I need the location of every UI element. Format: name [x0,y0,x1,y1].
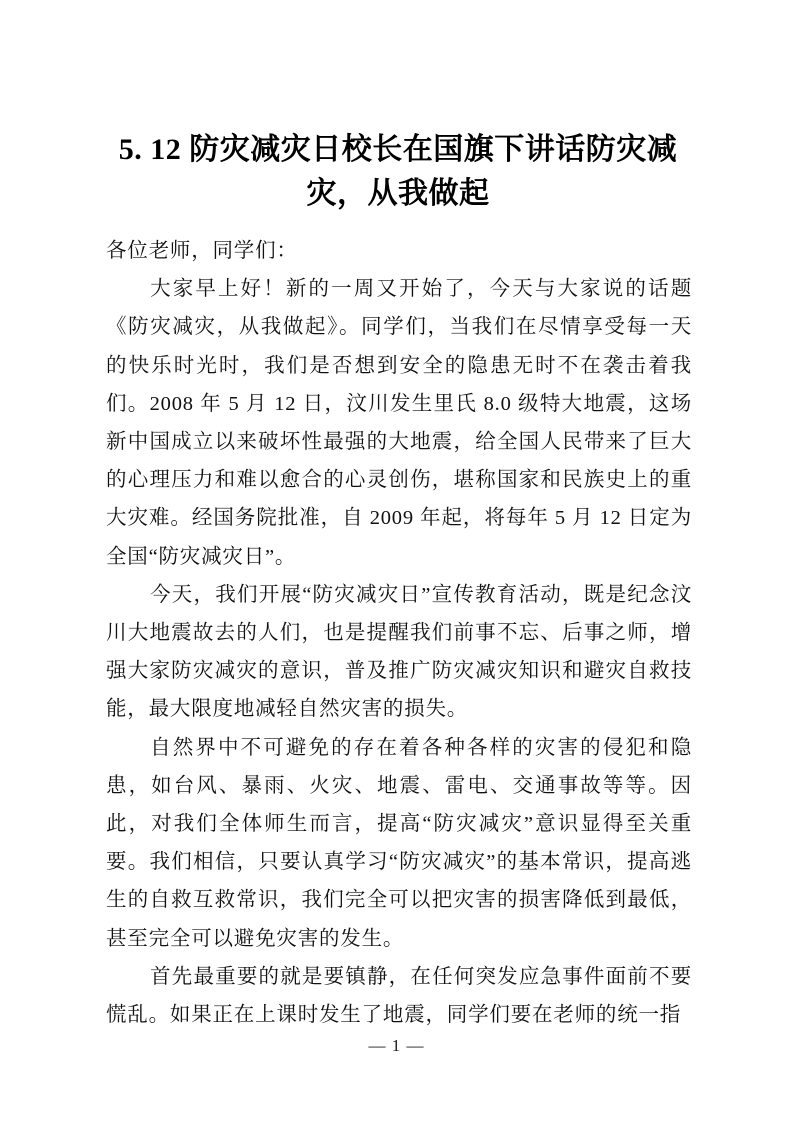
paragraph-salutation: 各位老师，同学们： [106,240,298,262]
paragraph-1: 大家早上好！新的一周又开始了，今天与大家说的话题《防灾减灾，从我做起》。同学们，当我们在尽情享受每一天的快乐时光时，我们是否想到安全的隐患无时不在袭击着我们。2008 年 5 月 12 日，汶川发生里氏 8.0 级特大地震，这场新中国成立以来破坏性最强的大地震，给全国人民带来了巨大的心理压力和难以愈合的心灵创伤，堪称国家和民族史上的重大灾难。经国务院批准，自 2009 年起，将每年 5 月 12 日定为全国“防灾减灾日”。 [106,278,692,568]
page-number-footer: — 1 — [368,1036,425,1055]
paragraph-4: 首先最重要的就是要镇静，在任何突发应急事件面前不要慌乱。如果正在上课时发生了地震，同学们要在老师的统一指 [106,965,692,1027]
document-body [106,232,692,1034]
paragraph-3: 自然界中不可避免的存在着各种各样的灾害的侵犯和隐患，如台风、暴雨、火灾、地震、雷电、交通事故等等。因此，对我们全体师生而言，提高“防灾减灾”意识显得至关重要。我们相信，只要认真学习“防灾减灾”的基本常识，提高逃生的自救互救常识，我们完全可以把灾害的损害降低到最低，甚至完全可以避免灾害的发生。 [106,736,692,950]
page-title: 5. 12 防灾减灾日校长在国旗下讲话防灾减灾，从我做起 [118,133,678,211]
paragraph-2: 今天，我们开展“防灾减灾日”宣传教育活动，既是纪念汶川大地震故去的人们，也是提醒我们前事不忘、后事之师，增强大家防灾减灾的意识，普及推广防灾减灾知识和避灾自救技能，最大限度地减轻自然灾害的损失。 [106,583,692,721]
